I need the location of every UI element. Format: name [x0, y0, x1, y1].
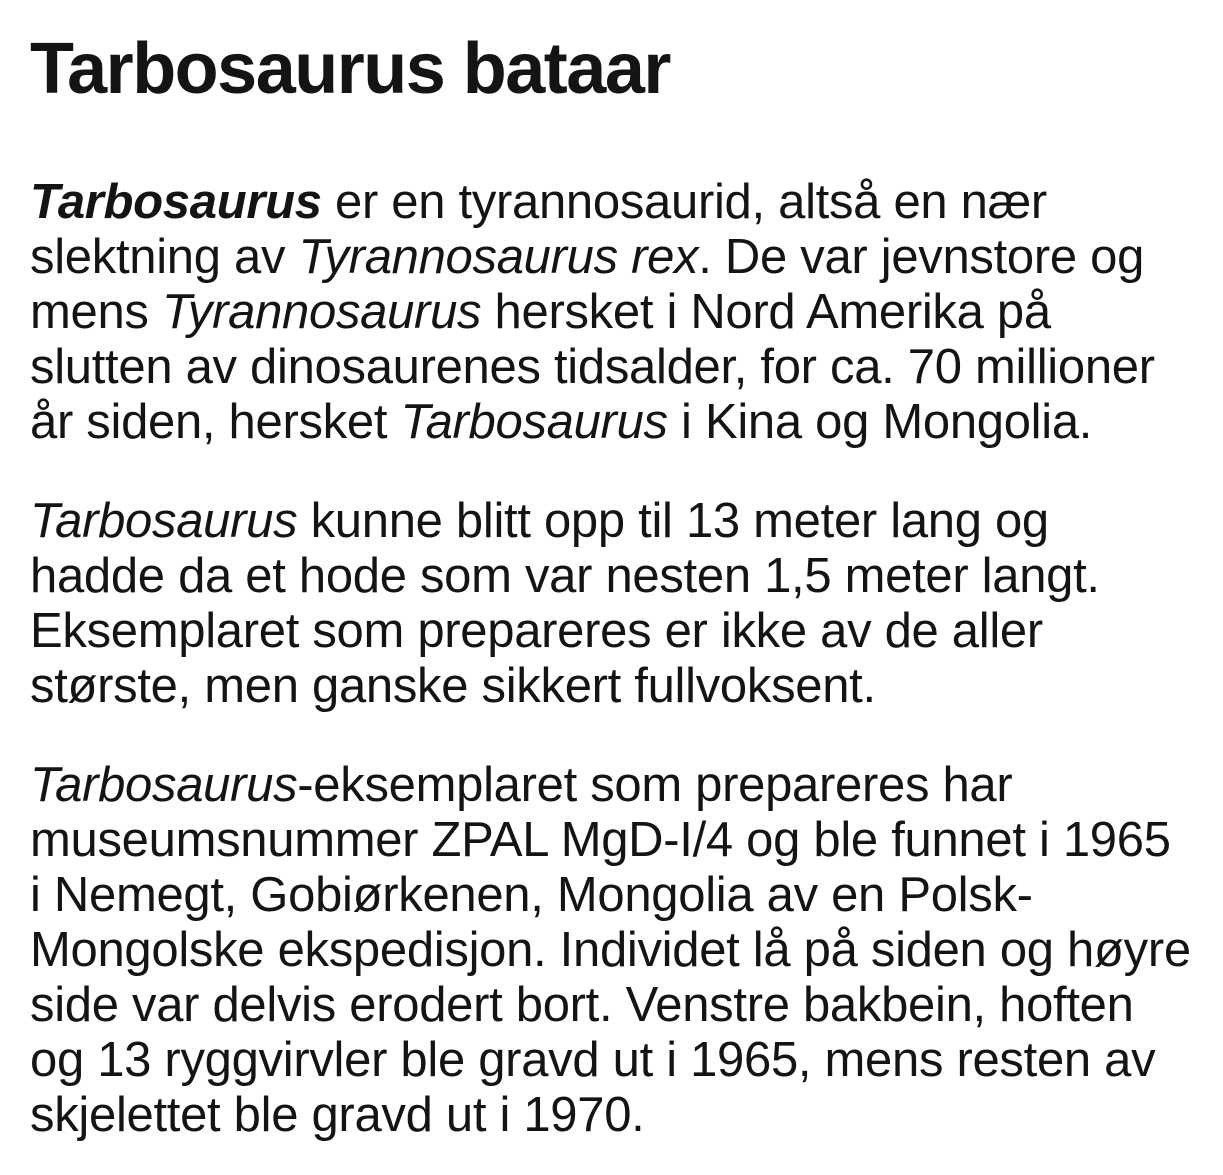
text-run: Tarbosaurus: [30, 175, 322, 229]
text-run: hersket i Nord Amerika på: [481, 285, 1051, 339]
text-run: slektning av: [30, 230, 299, 284]
text-run: Tyrannosaurus: [161, 285, 482, 339]
paragraph: [30, 175, 1213, 450]
text-line: [30, 395, 1213, 450]
text-run: Eksemplaret som prepareres er ikke av de aller: [30, 604, 1043, 658]
text-line: [30, 978, 1213, 1033]
text-line: [30, 1033, 1213, 1088]
text-line: [30, 230, 1213, 285]
text-run: år siden, hersket: [30, 395, 401, 449]
text-run: og 13 ryggvirvler ble gravd ut i 1965, mens resten av: [30, 1033, 1156, 1087]
text-line: [30, 1088, 1213, 1143]
text-line: [30, 813, 1213, 868]
text-run: største, men ganske sikkert fullvoksent.: [30, 659, 876, 713]
text-line: [30, 659, 1213, 714]
text-run: Tyrannosaurus rex: [298, 230, 699, 284]
text-line: [30, 758, 1213, 813]
text-line: [30, 923, 1213, 978]
text-run: Tarbosaurus: [30, 494, 298, 548]
text-run: i Kina og Mongolia.: [667, 395, 1093, 449]
text-run: kunne blitt opp til 13 meter lang og: [297, 494, 1049, 548]
text-run: Tarbosaurus: [400, 395, 668, 449]
text-run: skjelettet ble gravd ut i 1970.: [30, 1088, 645, 1142]
text-line: [30, 604, 1213, 659]
paragraph: [30, 758, 1213, 1143]
text-run: slutten av dinosaurenes tidsalder, for ca. 70 millioner: [30, 340, 1155, 394]
text-run: . De var jevnstore og: [698, 230, 1145, 284]
text-run: mens: [30, 285, 162, 339]
text-run: museumsnummer ZPAL MgD-I/4 og ble funnet i 1965: [30, 813, 1171, 867]
text-run: Mongolske ekspedisjon. Individet lå på siden og høyre: [30, 923, 1191, 977]
text-line: [30, 175, 1213, 230]
article-body: [30, 175, 1213, 1143]
page-title: Tarbosaurus bataar: [30, 29, 670, 109]
text-line: [30, 340, 1213, 395]
text-run: er en tyrannosaurid, altså en nær: [321, 175, 1047, 229]
text-line: [30, 285, 1213, 340]
text-run: Tarbosaurus: [30, 758, 298, 812]
text-run: -eksemplaret som prepareres har: [297, 758, 1013, 812]
text-run: hadde da et hode som var nesten 1,5 meter langt.: [30, 549, 1100, 603]
text-line: [30, 494, 1213, 549]
text-run: side var delvis erodert bort. Venstre bakbein, hoften: [30, 978, 1134, 1032]
paragraph: [30, 494, 1213, 714]
text-run: i Nemegt, Gobiørkenen, Mongolia av en Polsk-: [30, 868, 1033, 922]
text-line: [30, 868, 1213, 923]
text-line: [30, 549, 1213, 604]
